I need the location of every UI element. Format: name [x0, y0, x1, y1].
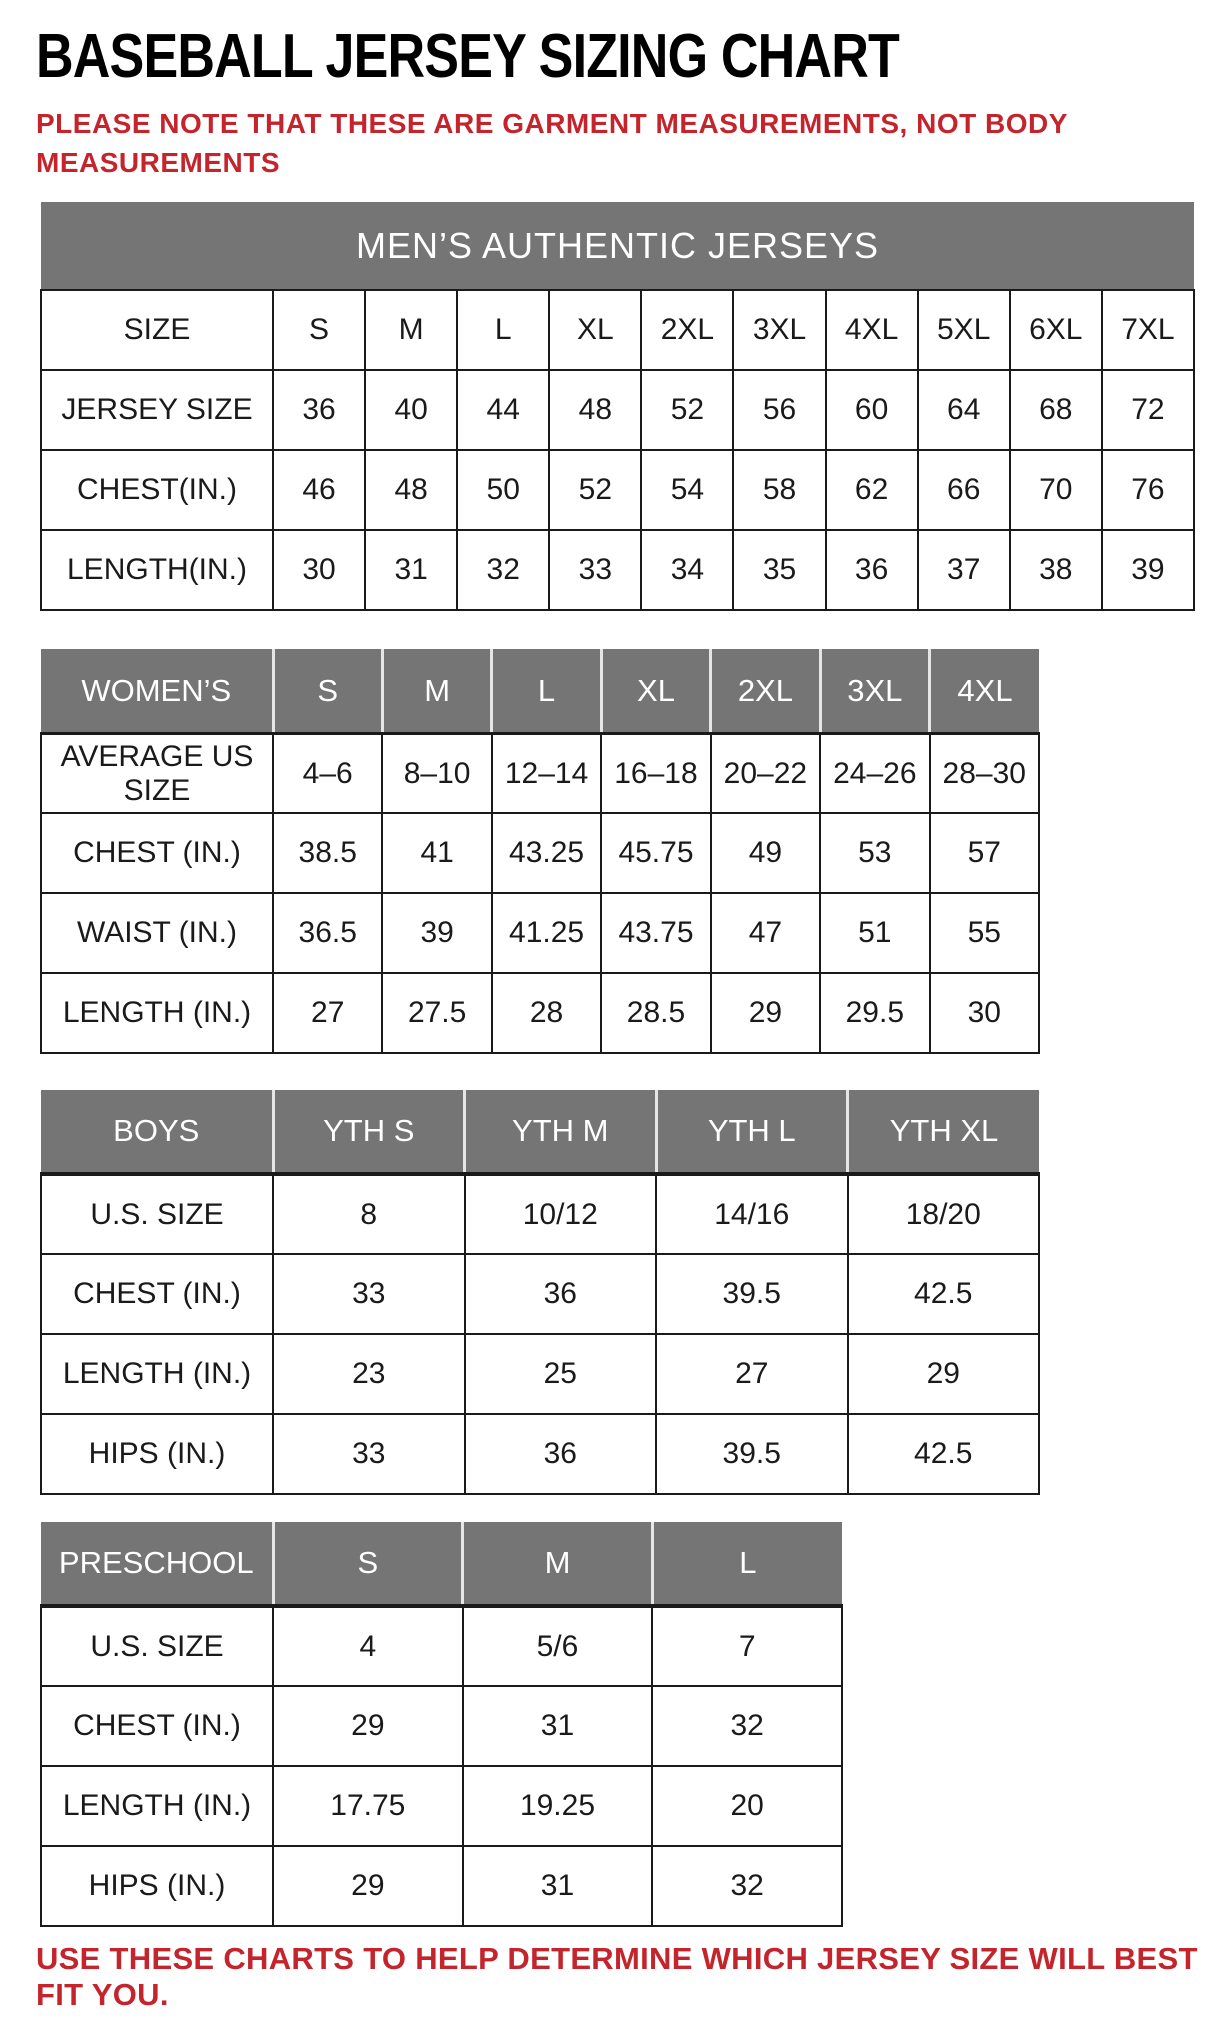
value-cell: 33	[549, 530, 641, 610]
value-cell: 49	[711, 813, 820, 893]
mens-table-title-row	[41, 202, 1194, 290]
row-label: PRESCHOOL	[41, 1522, 273, 1606]
row-label: U.S. SIZE	[41, 1606, 273, 1686]
value-cell: 47	[711, 893, 820, 973]
value-cell: 19.25	[463, 1766, 653, 1846]
col-header: L	[652, 1522, 842, 1606]
value-cell: 76	[1102, 450, 1194, 530]
value-cell: 54	[641, 450, 733, 530]
mens-jerseys-table	[40, 202, 1195, 611]
table-row	[41, 973, 1039, 1053]
value-cell: 52	[641, 370, 733, 450]
col-header: 3XL	[733, 290, 825, 370]
value-cell: 46	[273, 450, 365, 530]
value-cell: 36	[465, 1414, 657, 1494]
row-label: LENGTH (IN.)	[41, 1766, 273, 1846]
col-header: L	[457, 290, 549, 370]
value-cell: 35	[733, 530, 825, 610]
value-cell: 39	[1102, 530, 1194, 610]
col-header: S	[273, 290, 365, 370]
row-label: CHEST (IN.)	[41, 1686, 273, 1766]
value-cell: 42.5	[848, 1414, 1040, 1494]
value-cell: 43.25	[492, 813, 601, 893]
value-cell: 28	[492, 973, 601, 1053]
row-label: CHEST (IN.)	[41, 1254, 273, 1334]
table-row	[41, 1766, 842, 1846]
value-cell: 27	[656, 1334, 848, 1414]
value-cell: 58	[733, 450, 825, 530]
col-header: XL	[601, 649, 710, 733]
note-line-2: MEASUREMENTS	[36, 147, 281, 179]
mens-table-title: MEN’S AUTHENTIC JERSEYS	[41, 202, 1194, 290]
mens-size-header-row	[41, 290, 1194, 370]
value-cell: 31	[365, 530, 457, 610]
value-cell: 4	[273, 1606, 463, 1686]
row-label: LENGTH (IN.)	[41, 1334, 273, 1414]
value-cell: 31	[463, 1686, 653, 1766]
row-label: LENGTH(IN.)	[41, 530, 273, 610]
value-cell: 53	[820, 813, 929, 893]
value-cell: 36	[273, 370, 365, 450]
row-label: LENGTH (IN.)	[41, 973, 273, 1053]
row-label: WOMEN’S	[41, 649, 273, 733]
value-cell: 5/6	[463, 1606, 653, 1686]
table-row	[41, 1686, 842, 1766]
value-cell: 32	[457, 530, 549, 610]
row-label: JERSEY SIZE	[41, 370, 273, 450]
value-cell: 68	[1010, 370, 1102, 450]
col-header: 2XL	[641, 290, 733, 370]
value-cell: 25	[465, 1334, 657, 1414]
value-cell: 12–14	[492, 733, 601, 813]
row-label: SIZE	[41, 290, 273, 370]
value-cell: 38	[1010, 530, 1102, 610]
col-header: 3XL	[820, 649, 929, 733]
col-header: L	[492, 649, 601, 733]
boys-jerseys-table	[40, 1090, 1040, 1495]
table-row	[41, 893, 1039, 973]
value-cell: 27	[273, 973, 382, 1053]
value-cell: 23	[273, 1334, 465, 1414]
value-cell: 55	[930, 893, 1039, 973]
value-cell: 39.5	[656, 1254, 848, 1334]
value-cell: 24–26	[820, 733, 929, 813]
value-cell: 62	[826, 450, 918, 530]
value-cell: 28.5	[601, 973, 710, 1053]
value-cell: 29	[273, 1686, 463, 1766]
col-header: 6XL	[1010, 290, 1102, 370]
value-cell: 42.5	[848, 1254, 1040, 1334]
value-cell: 32	[652, 1846, 842, 1926]
col-header: 7XL	[1102, 290, 1194, 370]
value-cell: 48	[549, 370, 641, 450]
table-row	[41, 1254, 1039, 1334]
value-cell: 66	[918, 450, 1010, 530]
value-cell: 30	[273, 530, 365, 610]
value-cell: 14/16	[656, 1174, 848, 1254]
value-cell: 8–10	[382, 733, 491, 813]
value-cell: 30	[930, 973, 1039, 1053]
table-row	[41, 1334, 1039, 1414]
value-cell: 48	[365, 450, 457, 530]
value-cell: 36	[465, 1254, 657, 1334]
value-cell: 29	[273, 1846, 463, 1926]
row-label: U.S. SIZE	[41, 1174, 273, 1254]
page-title: BASEBALL JERSEY SIZING CHART	[36, 22, 899, 91]
col-header: YTH XL	[848, 1090, 1040, 1174]
value-cell: 52	[549, 450, 641, 530]
table-row	[41, 1174, 1039, 1254]
value-cell: 33	[273, 1414, 465, 1494]
row-label: HIPS (IN.)	[41, 1414, 273, 1494]
value-cell: 39	[382, 893, 491, 973]
row-label: HIPS (IN.)	[41, 1846, 273, 1926]
value-cell: 50	[457, 450, 549, 530]
table-row	[41, 1846, 842, 1926]
row-label: CHEST(IN.)	[41, 450, 273, 530]
table-row	[41, 1606, 842, 1686]
table-row	[41, 450, 1194, 530]
col-header: XL	[549, 290, 641, 370]
value-cell: 34	[641, 530, 733, 610]
col-header: M	[382, 649, 491, 733]
table-row	[41, 1414, 1039, 1494]
col-header: 4XL	[826, 290, 918, 370]
garment-measurements-note	[36, 104, 1220, 182]
value-cell: 29	[711, 973, 820, 1053]
value-cell: 37	[918, 530, 1010, 610]
value-cell: 40	[365, 370, 457, 450]
row-label: CHEST (IN.)	[41, 813, 273, 893]
value-cell: 36	[826, 530, 918, 610]
value-cell: 33	[273, 1254, 465, 1334]
preschool-jerseys-table	[40, 1522, 843, 1927]
table-row	[41, 733, 1039, 813]
value-cell: 70	[1010, 450, 1102, 530]
value-cell: 18/20	[848, 1174, 1040, 1254]
preschool-header-row	[41, 1522, 842, 1606]
value-cell: 10/12	[465, 1174, 657, 1254]
col-header: YTH L	[656, 1090, 848, 1174]
value-cell: 72	[1102, 370, 1194, 450]
table-row	[41, 530, 1194, 610]
value-cell: 32	[652, 1686, 842, 1766]
value-cell: 45.75	[601, 813, 710, 893]
col-header: YTH M	[465, 1090, 657, 1174]
col-header: 4XL	[930, 649, 1039, 733]
value-cell: 8	[273, 1174, 465, 1254]
table-row	[41, 370, 1194, 450]
col-header: S	[273, 1522, 463, 1606]
value-cell: 28–30	[930, 733, 1039, 813]
row-label: WAIST (IN.)	[41, 893, 273, 973]
value-cell: 56	[733, 370, 825, 450]
value-cell: 39.5	[656, 1414, 848, 1494]
value-cell: 57	[930, 813, 1039, 893]
col-header: M	[365, 290, 457, 370]
value-cell: 41.25	[492, 893, 601, 973]
value-cell: 4–6	[273, 733, 382, 813]
value-cell: 43.75	[601, 893, 710, 973]
col-header: 5XL	[918, 290, 1010, 370]
womens-jerseys-table	[40, 649, 1040, 1054]
value-cell: 27.5	[382, 973, 491, 1053]
value-cell: 36.5	[273, 893, 382, 973]
value-cell: 60	[826, 370, 918, 450]
value-cell: 31	[463, 1846, 653, 1926]
value-cell: 64	[918, 370, 1010, 450]
value-cell: 29.5	[820, 973, 929, 1053]
footer-note: USE THESE CHARTS TO HELP DETERMINE WHICH JERSEY SIZE WILL BEST FIT YOU.	[36, 1941, 1198, 2013]
col-header: 2XL	[711, 649, 820, 733]
value-cell: 38.5	[273, 813, 382, 893]
col-header: YTH S	[273, 1090, 465, 1174]
row-label: BOYS	[41, 1090, 273, 1174]
col-header: S	[273, 649, 382, 733]
value-cell: 51	[820, 893, 929, 973]
value-cell: 17.75	[273, 1766, 463, 1846]
table-row	[41, 813, 1039, 893]
value-cell: 41	[382, 813, 491, 893]
note-line-1: PLEASE NOTE THAT THESE ARE GARMENT MEASUREMENTS, NOT BODY	[36, 108, 1068, 139]
value-cell: 44	[457, 370, 549, 450]
womens-header-row	[41, 649, 1039, 733]
value-cell: 29	[848, 1334, 1040, 1414]
row-label: AVERAGE US SIZE	[41, 733, 273, 813]
value-cell: 20	[652, 1766, 842, 1846]
value-cell: 7	[652, 1606, 842, 1686]
col-header: M	[463, 1522, 653, 1606]
value-cell: 16–18	[601, 733, 710, 813]
boys-header-row	[41, 1090, 1039, 1174]
value-cell: 20–22	[711, 733, 820, 813]
